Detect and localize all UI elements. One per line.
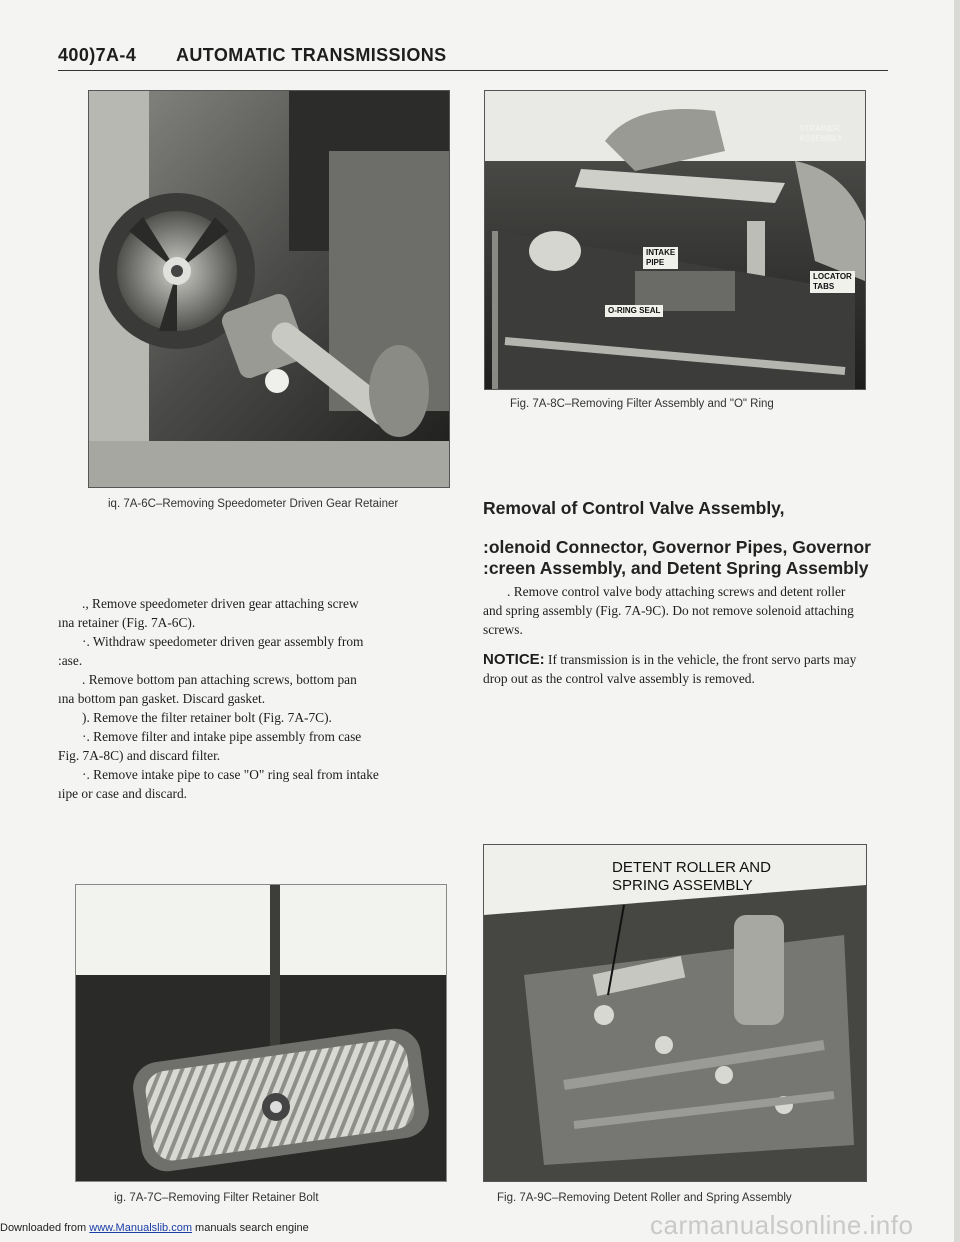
callout-strainer-line1: STRAINER [799, 124, 840, 133]
step-3-line-1: . Remove bottom pan attaching screws, bottom pan [82, 672, 357, 687]
section-heading-line-2: :olenoid Connector, Governor Pipes, Governor [483, 537, 871, 557]
callout-locator-tabs [810, 271, 855, 293]
callout-strainer-line2: ASSEMBLY [799, 134, 843, 143]
figure-7c-photo [75, 884, 447, 1182]
step-5-line-1: ·. Remove filter and intake pipe assembly from case [82, 729, 362, 744]
figure-8c-photo [484, 90, 866, 390]
figure-9c-photo [483, 844, 867, 1182]
figure-9c-caption: Fig. 7A-9C–Removing Detent Roller and Spring Assembly [497, 1192, 792, 1204]
callout-intake-pipe [643, 247, 678, 269]
detent-roller-illustration [484, 845, 866, 1181]
notice-paragraph [483, 650, 867, 688]
step-4: ). Remove the filter retainer bolt (Fig. 7A-7C). [82, 710, 332, 725]
step-2-line-1: ·. Withdraw speedometer driven gear assembly from [82, 634, 364, 649]
section-heading-line-3: :creen Assembly, and Detent Spring Assembly [483, 558, 869, 578]
scan-edge [954, 0, 960, 1242]
page-code: 400)7A-4 [58, 45, 137, 65]
filter-retainer-bolt-illustration [76, 885, 446, 1181]
footer-prefix: Downloaded from [0, 1222, 90, 1234]
speedometer-gear-illustration [89, 91, 449, 487]
callout-intake-line2: PIPE [646, 258, 665, 267]
step-6-line-1: ·. Remove intake pipe to case "O" ring seal from intake [82, 767, 379, 782]
page-header [58, 42, 888, 71]
step-5-line-2: Fig. 7A-8C) and discard filter. [58, 748, 221, 763]
section-paragraph: . Remove control valve body attaching screws and detent roller and spring assembly (Fig. 7A-9C). Do not remove solenoid attaching screws. [483, 584, 854, 637]
step-1-line-2: ına retainer (Fig. 7A-6C). [58, 615, 196, 630]
callout-oring-seal: O-RING SEAL [605, 305, 663, 317]
callout-detent-line2: SPRING ASSEMBLY [612, 877, 753, 894]
manualslib-link[interactable]: www.Manualslib.com [89, 1222, 192, 1234]
callout-intake-line1: INTAKE [646, 248, 676, 257]
step-6-line-2: ıipe or case and discard. [58, 786, 188, 801]
callout-locator-line1: LOCATOR [813, 272, 852, 281]
figure-7c-caption: ig. 7A-7C–Removing Filter Retainer Bolt [114, 1192, 319, 1204]
callout-locator-line2: TABS [813, 282, 835, 291]
section-heading-line-1: Removal of Control Valve Assembly, [483, 498, 785, 518]
step-1-line-1: ., Remove speedometer driven gear attaching screw [82, 596, 359, 611]
watermark-text: carmanualsonline.info [650, 1210, 914, 1240]
removal-steps [58, 594, 458, 803]
callout-detent-line1: DETENT ROLLER AND [612, 859, 771, 876]
step-3-line-2: ına bottom pan gasket. Discard gasket. [58, 691, 266, 706]
notice-text: If transmission is in the vehicle, the front servo parts may drop out as the control valve assembly is removed. [483, 652, 857, 686]
notice-label: NOTICE: [483, 651, 545, 668]
footer-suffix: manuals search engine [191, 1222, 309, 1234]
page-title: AUTOMATIC TRANSMISSIONS [176, 45, 447, 65]
callout-strainer-assembly [799, 124, 843, 144]
step-2-line-2: :ase. [58, 653, 83, 668]
figure-8c-caption: Fig. 7A-8C–Removing Filter Assembly and "O" Ring [510, 398, 774, 410]
figure-6c-photo [88, 90, 450, 488]
download-footer [0, 1222, 309, 1234]
figure-6c-caption: iq. 7A-6C–Removing Speedometer Driven Gear Retainer [108, 498, 399, 510]
callout-detent-roller [612, 859, 771, 895]
